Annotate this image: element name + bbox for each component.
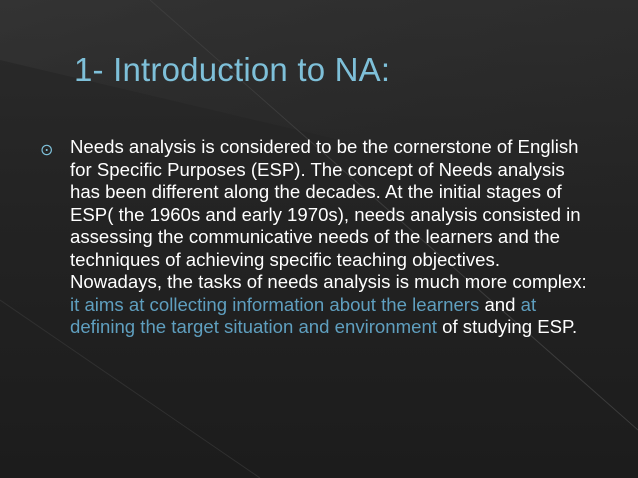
slide-title: 1- Introduction to NA: [74,51,391,88]
circle-dot-bullet-icon: ⊙ [40,140,54,159]
bullet-point [40,136,600,339]
paragraph-connector: and [479,293,521,315]
bullet-paragraph [70,136,590,339]
paragraph-outro: of studying ESP. [436,316,578,337]
paragraph-intro: Needs analysis is considered to be the cornerstone of English for Specific Purposes (ESP). The concept of Needs analysis has been different along the decades. At the initial stages of ESP( the 1960s and early 1970s), needs analysis consisted in assessing the communicative needs of the learners and the techniques of achieving specific teaching objectives. Nowadays, the tasks of needs analysis is much more complex: [70,136,587,292]
highlight-target-situation: at defining the target situation and environment [70,293,537,337]
highlight-collecting-information: it aims at collecting information about the learners [70,293,480,315]
